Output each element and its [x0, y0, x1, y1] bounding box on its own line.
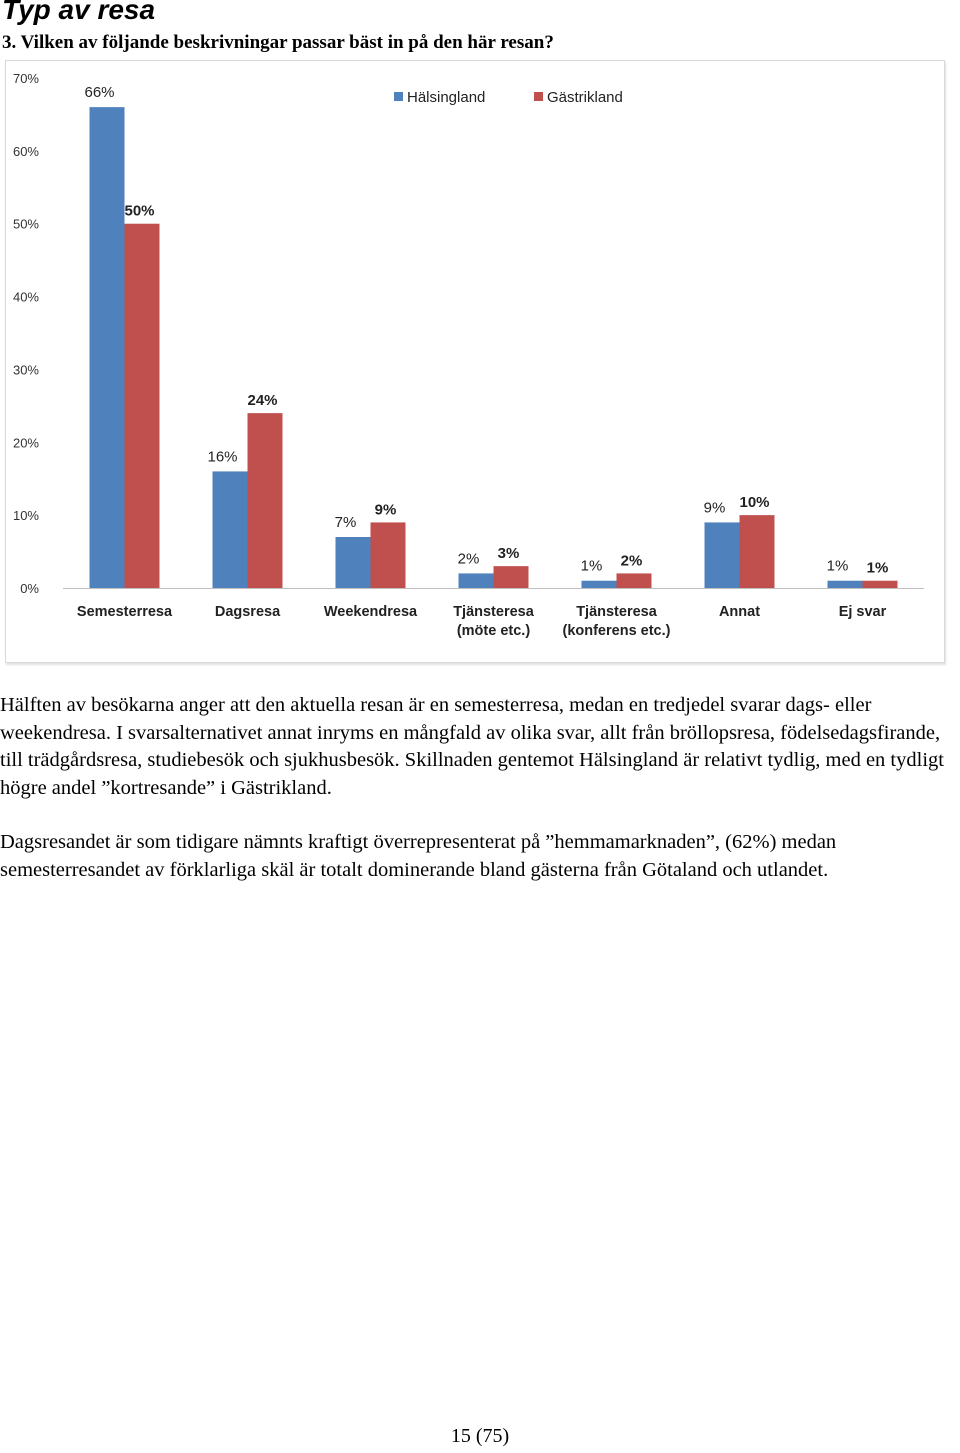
category-label: (möte etc.) [456, 623, 531, 639]
y-tick-label: 10% [12, 508, 39, 524]
category-label: Ej svar [838, 604, 887, 620]
category-label: (konferens etc.) [562, 623, 671, 639]
legend-swatch [534, 92, 543, 101]
data-label: 24% [247, 392, 278, 410]
body-paragraph-2: Dagsresandet är som tidigare nämnts kraftigt överrepresenterat på ”hemmamarknaden”, (62%) medan semesterresandet av förklarliga skäl är totalt dominerande bland gästerna från Götaland och utlandet. [0, 831, 837, 881]
bar-gastrikland [494, 566, 529, 588]
data-label: 1% [866, 559, 889, 577]
bar-gastrikland [863, 581, 898, 588]
data-label: 1% [826, 557, 849, 575]
data-label: 1% [580, 557, 603, 575]
bar-halsingland [828, 581, 863, 588]
y-tick-label: 40% [12, 289, 39, 305]
category-label: Annat [718, 604, 761, 620]
data-label: 50% [124, 202, 155, 220]
legend-swatch [394, 92, 403, 101]
data-label: 9% [374, 501, 397, 519]
survey-question: 3. Vilken av följande beskrivningar passar bäst in på den här resan? [2, 32, 554, 53]
page-number: 15 (75) [450, 1425, 510, 1447]
bar-halsingland [90, 107, 125, 588]
category-label: Weekendresa [323, 604, 418, 620]
bar-halsingland [213, 471, 248, 588]
category-label: Tjänsteresa [453, 604, 534, 620]
bar-halsingland [582, 581, 617, 588]
category-label: Dagsresa [214, 604, 281, 620]
data-label: 16% [207, 448, 238, 466]
y-tick-label: 60% [12, 143, 39, 159]
data-label: 7% [334, 514, 357, 531]
bar-halsingland [459, 573, 494, 588]
y-tick-label: 70% [12, 71, 39, 86]
body-paragraph-1: Hälften av besökarna anger att den aktuella resan är en semesterresa, medan en tredjedel svarar dags- eller weekendresa. I svarsalternativet annat inryms en mångfald av olika svar, allt från bröllopsresa, födelsedagsfirande, till trädgårdsresa, studiebesök och sjukhusbesök. Skillnaden gentemot Hälsingland är relativt tydlig, med en tydligt högre andel ”kortresande” i Gästrikland. [0, 694, 944, 799]
y-tick-label: 0% [20, 581, 39, 596]
bar-halsingland [336, 537, 371, 588]
category-label: Tjänsteresa [576, 604, 657, 620]
data-label: 9% [703, 499, 726, 517]
y-tick-label: 20% [12, 435, 39, 451]
data-label: 2% [457, 550, 480, 568]
y-tick-label: 30% [12, 362, 39, 378]
bar-gastrikland [740, 515, 775, 588]
data-label: 66% [84, 84, 115, 102]
data-label: 3% [497, 545, 520, 563]
category-label: Semesterresa [76, 604, 173, 620]
data-label: 10% [739, 494, 770, 512]
data-label: 2% [620, 552, 643, 570]
bar-chart-svg [6, 61, 946, 664]
y-tick-label: 50% [12, 216, 39, 232]
bar-halsingland [705, 522, 740, 588]
bar-gastrikland [371, 522, 406, 588]
bar-chart [5, 60, 945, 663]
bar-gastrikland [125, 224, 160, 588]
bar-gastrikland [248, 413, 283, 588]
legend-label: Hälsingland [407, 89, 486, 106]
legend-label: Gästrikland [547, 89, 623, 106]
bar-gastrikland [617, 573, 652, 588]
section-heading: Typ av resa [2, 0, 156, 25]
